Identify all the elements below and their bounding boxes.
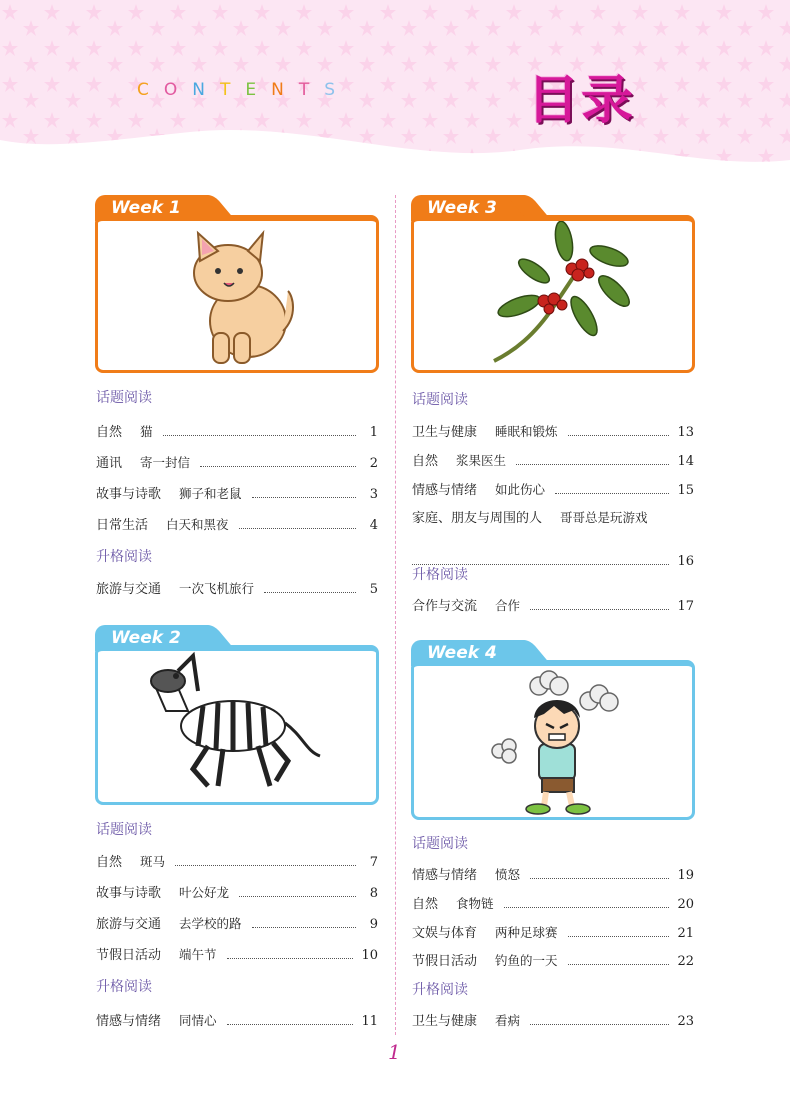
entry-page: 2 xyxy=(369,456,378,471)
contents-letter: N xyxy=(271,80,299,100)
advanced-reading-heading: 升格阅读 xyxy=(96,549,152,565)
topic-reading-heading: 话题阅读 xyxy=(96,822,152,838)
kitten-illustration xyxy=(98,221,376,369)
week-3-card xyxy=(411,195,695,375)
advanced-reading-heading: 升格阅读 xyxy=(96,979,152,995)
entry-page: 15 xyxy=(677,483,694,498)
berry-branch-illustration xyxy=(414,221,692,369)
toc-entry[interactable] xyxy=(412,922,694,941)
topic-reading-heading: 话题阅读 xyxy=(412,392,468,408)
entry-topic: 故事与诗歌 xyxy=(96,487,162,502)
entry-topic: 情感与情绪 xyxy=(412,868,478,883)
entry-page: 4 xyxy=(369,518,378,533)
entry-topic: 自然 xyxy=(96,425,123,440)
entry-topic: 家庭、朋友与周围的人 xyxy=(412,511,543,526)
contents-letter: S xyxy=(324,80,351,100)
entry-page: 14 xyxy=(677,454,694,469)
leader-dots xyxy=(227,950,354,959)
page-title: 目录 xyxy=(527,71,636,131)
toc-entry[interactable] xyxy=(412,421,694,440)
contents-letter: T xyxy=(219,80,246,100)
entry-title: 睡眠和锻炼 xyxy=(495,424,558,439)
entry-topic: 日常生活 xyxy=(96,518,149,533)
toc-entry[interactable] xyxy=(96,514,378,533)
leader-dots xyxy=(530,870,669,879)
contents-letter: E xyxy=(245,80,272,100)
leader-dots xyxy=(227,1016,354,1025)
entry-page: 9 xyxy=(369,917,378,932)
leader-dots xyxy=(504,899,670,908)
entry-page: 5 xyxy=(369,582,378,597)
contents-word xyxy=(137,80,350,100)
toc-entry[interactable] xyxy=(96,882,378,901)
entry-title: 哥哥总是玩游戏 xyxy=(560,510,648,525)
entry-title: 狮子和老鼠 xyxy=(179,486,242,501)
week-2-card xyxy=(95,625,379,805)
leader-dots xyxy=(555,485,669,494)
toc-entry[interactable] xyxy=(96,1010,378,1029)
entry-title: 合作 xyxy=(495,598,521,613)
contents-letter: C xyxy=(137,80,164,100)
angry-boy-illustration xyxy=(414,666,692,816)
entry-title: 愤怒 xyxy=(495,867,521,882)
entry-title: 看病 xyxy=(495,1013,521,1028)
entry-topic: 卫生与健康 xyxy=(412,1014,478,1029)
topic-reading-heading: 话题阅读 xyxy=(412,836,468,852)
entry-topic: 文娱与体育 xyxy=(412,926,478,941)
topic-reading-heading: 话题阅读 xyxy=(96,390,152,406)
entry-title: 端午节 xyxy=(179,947,217,962)
leader-dots xyxy=(530,601,669,610)
entry-title: 猫 xyxy=(140,424,153,439)
toc-entry[interactable] xyxy=(96,483,378,502)
entry-title: 去学校的路 xyxy=(179,916,242,931)
entry-topic: 故事与诗歌 xyxy=(96,886,162,901)
illustration-frame xyxy=(95,215,379,373)
entry-title: 叶公好龙 xyxy=(179,885,230,900)
toc-entry-multiline[interactable] xyxy=(412,507,694,569)
pink-star-banner xyxy=(0,0,790,180)
page-number: 1 xyxy=(388,1040,401,1064)
entry-page: 1 xyxy=(369,425,378,440)
week-tab[interactable]: Week 1 xyxy=(95,195,207,221)
leader-dots xyxy=(568,928,670,937)
leader-dots xyxy=(252,489,356,498)
week-tab[interactable]: Week 3 xyxy=(411,195,523,221)
entry-page: 11 xyxy=(361,1014,378,1029)
entry-page: 3 xyxy=(369,487,378,502)
toc-entry[interactable] xyxy=(412,950,694,969)
toc-entry[interactable] xyxy=(412,893,694,912)
entry-title: 斑马 xyxy=(140,854,166,869)
leader-dots xyxy=(530,1016,669,1025)
toc-entry[interactable] xyxy=(96,421,378,440)
week-1-card xyxy=(95,195,379,375)
leader-dots xyxy=(568,956,670,965)
leader-dots xyxy=(568,427,670,436)
column-divider xyxy=(395,195,396,1035)
toc-entry[interactable] xyxy=(96,913,378,932)
toc-entry[interactable] xyxy=(96,944,378,963)
leader-dots xyxy=(239,520,356,529)
entry-topic: 合作与交流 xyxy=(412,599,478,614)
entry-page: 23 xyxy=(677,1014,694,1029)
entry-topic: 自然 xyxy=(96,855,123,870)
entry-page: 16 xyxy=(677,554,694,569)
contents-letter: O xyxy=(163,80,193,100)
entry-page: 20 xyxy=(677,897,694,912)
illustration-frame xyxy=(411,660,695,820)
entry-title: 白天和黑夜 xyxy=(166,517,229,532)
toc-entry[interactable] xyxy=(412,479,694,498)
entry-page: 22 xyxy=(677,954,694,969)
entry-topic: 通讯 xyxy=(96,456,123,471)
leader-dots xyxy=(252,919,356,928)
leader-dots xyxy=(516,456,669,465)
entry-topic: 旅游与交通 xyxy=(96,582,162,597)
toc-entry[interactable] xyxy=(96,452,378,471)
entry-page: 8 xyxy=(369,886,378,901)
contents-letter: N xyxy=(192,80,220,100)
entry-topic: 情感与情绪 xyxy=(96,1014,162,1029)
entry-title: 一次飞机旅行 xyxy=(179,581,255,596)
illustration-frame xyxy=(95,645,379,805)
contents-letter: T xyxy=(298,80,325,100)
zebra-illustration xyxy=(98,651,376,801)
toc-entry[interactable] xyxy=(96,851,378,870)
toc-entry[interactable] xyxy=(96,578,378,597)
entry-page: 13 xyxy=(677,425,694,440)
entry-topic: 卫生与健康 xyxy=(412,425,478,440)
leader-dots xyxy=(175,857,356,866)
entry-topic: 自然 xyxy=(412,454,439,469)
advanced-reading-heading: 升格阅读 xyxy=(412,982,468,998)
entry-page: 19 xyxy=(677,868,694,883)
entry-page: 17 xyxy=(677,599,694,614)
week-tab[interactable]: Week 4 xyxy=(411,640,523,666)
entry-title: 如此伤心 xyxy=(495,482,546,497)
leader-dots xyxy=(200,458,356,467)
entry-title: 寄一封信 xyxy=(140,455,191,470)
entry-title: 浆果医生 xyxy=(456,453,507,468)
entry-page: 21 xyxy=(677,926,694,941)
toc-entry[interactable] xyxy=(412,864,694,883)
entry-title: 两种足球赛 xyxy=(495,925,558,940)
toc-entry[interactable] xyxy=(412,450,694,469)
leader-dots xyxy=(163,427,356,436)
week-4-card xyxy=(411,640,695,820)
entry-topic: 自然 xyxy=(412,897,439,912)
entry-topic: 节假日活动 xyxy=(96,948,162,963)
advanced-reading-heading: 升格阅读 xyxy=(412,567,468,583)
entry-title: 同情心 xyxy=(179,1013,217,1028)
toc-entry[interactable] xyxy=(412,1010,694,1029)
entry-page: 7 xyxy=(369,855,378,870)
entry-topic: 情感与情绪 xyxy=(412,483,478,498)
week-tab[interactable]: Week 2 xyxy=(95,625,207,651)
leader-dots xyxy=(239,888,356,897)
entry-title: 食物链 xyxy=(456,896,494,911)
entry-page: 10 xyxy=(361,948,378,963)
page-header xyxy=(0,0,790,180)
entry-topic: 旅游与交通 xyxy=(96,917,162,932)
toc-entry[interactable] xyxy=(412,595,694,614)
illustration-frame xyxy=(411,215,695,373)
entry-topic: 节假日活动 xyxy=(412,954,478,969)
leader-dots xyxy=(264,584,356,593)
entry-title: 钓鱼的一天 xyxy=(495,953,558,968)
